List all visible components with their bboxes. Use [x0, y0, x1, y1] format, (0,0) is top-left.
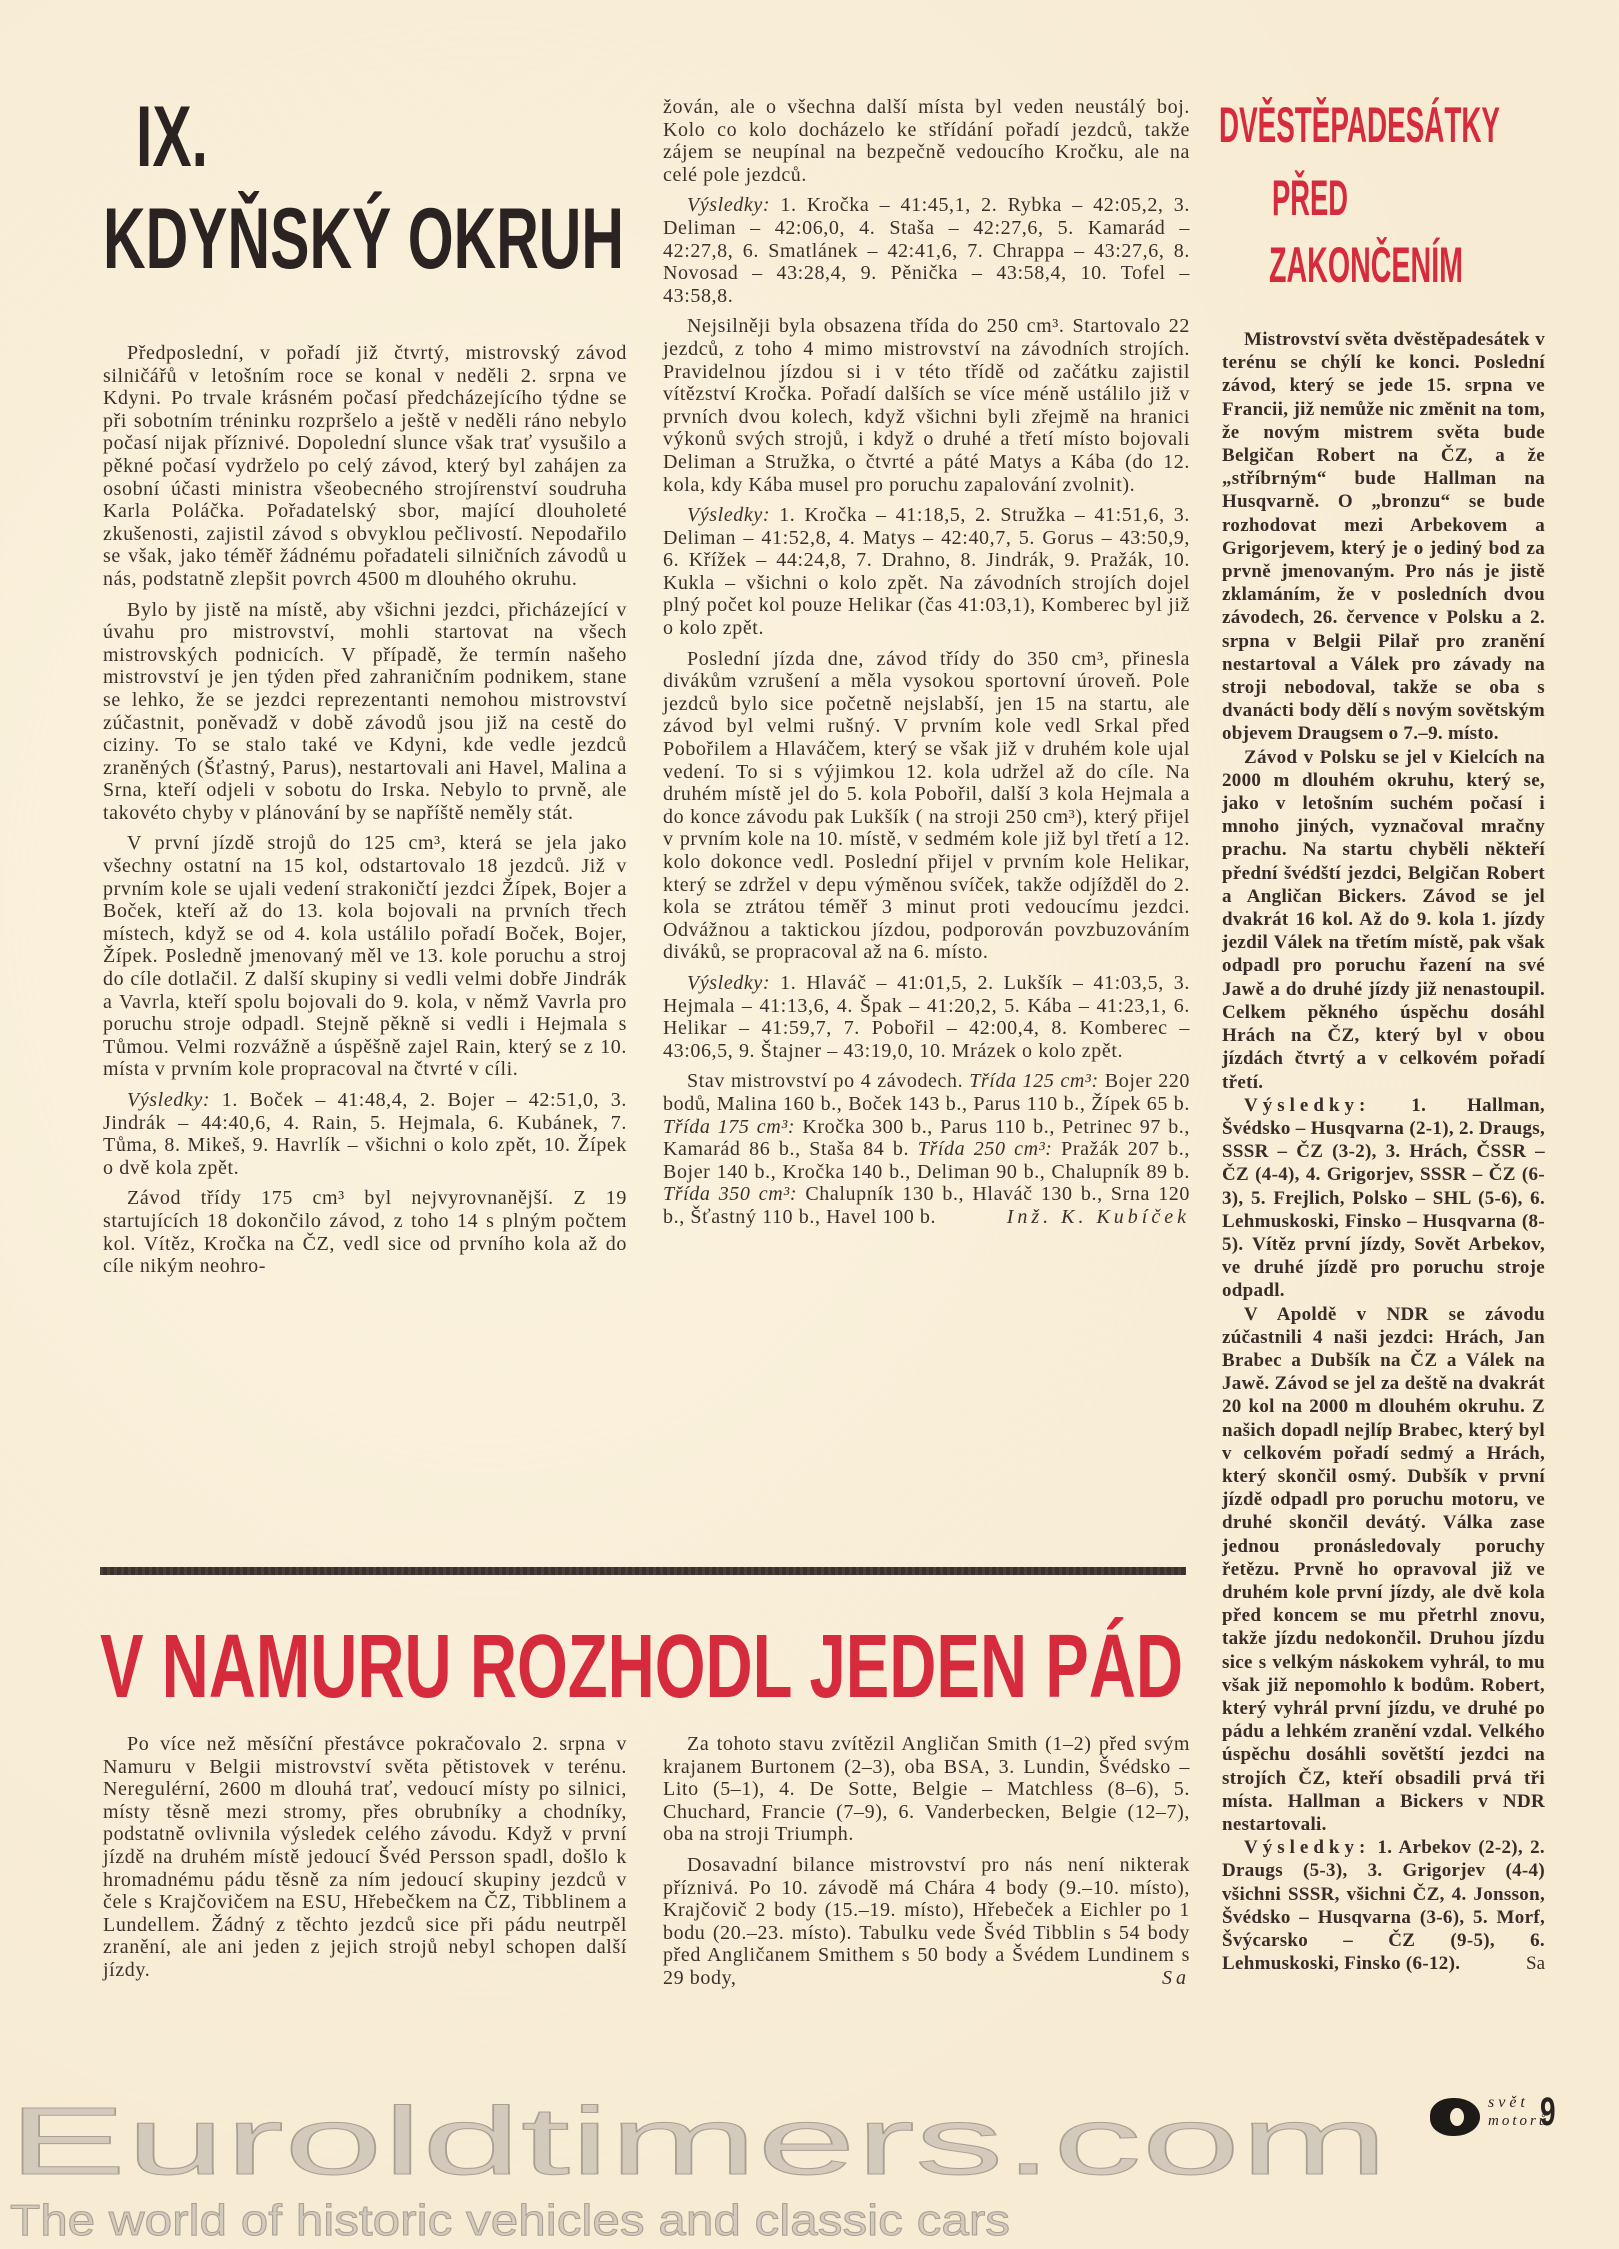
paragraph-text: Stav mistrovství po 4 závodech.: [687, 1070, 970, 1093]
paragraph: [103, 1089, 627, 1179]
paragraph-text: Pražák 207 b., Bojer 140 b., Kročka 140 b., Deliman 90 b., Chalupník 89 b.: [663, 1138, 1190, 1183]
magazine-logo-icon: [1430, 2098, 1480, 2136]
paragraph-text: Bojer 220 bodů, Malina 160 b., Boček 143 b., Parus 110 b., Žípek 65 b.: [663, 1070, 1190, 1115]
article-number-text: IX.: [136, 89, 208, 185]
paragraph-text: Po více než měsíční přestávce pokračovalo 2. srpna v Namuru v Belgii mistrovství světa pětistovek v terénu. Neregulérní, 2600 m dlouhá trať, vedoucí místy po silnici, místy těsně mezi stromy, přes obrubníky a chodníky, podstatně ovlivnila výsledek celého závodu. Když v první jízdě na druhém místě jedoucí Švéd Persson spadl, došlo k hromadnému pádu těsně za ním jedoucí skupiny jezdců v čele s Krajčovičem na ESU, Hřebečkem na ČZ, Tibblinem a Lundellem. Žádný z těchto jezdců sice při pádu neutrpěl zranění, ale ani jeden z jejich strojů nebyl schopen další jízdy.: [103, 1733, 627, 1981]
results-label: Výsledky:: [1244, 1094, 1371, 1116]
results-label: Výsledky:: [687, 194, 771, 217]
class-label: Třída 175 cm³:: [663, 1115, 796, 1138]
paragraph-text: 1. Hlaváč – 41:01,5, 2. Lukšík – 41:03,5, 3. Hejmala – 41:13,6, 4. Špak – 41:20,2, 5. Kába – 41:23,1, 6. Helikar – 41:59,7, 7. Pobořil – 42:00,4, 8. Komberec – 43:06,5, 9. Štajner – 43:19,0, 10. Mrázek o kolo zpět.: [663, 971, 1190, 1062]
logo-word-top: svět: [1488, 2094, 1529, 2111]
paragraph-text: Za tohoto stavu zvítězil Angličan Smith (1–2) před svým krajanem Burtonem (2–3), oba BSA, 3. Lundin, Švédsko – Lito (5–1), 4. De Sotte, Belgie – Matchless (8–6), 5. Chuchard, Francie (7–9), 6. Vanderbecken, Belgie (12–7), oba na stroji Triumph.: [663, 1733, 1190, 1846]
namur-middle-column: [663, 1733, 1190, 1998]
paragraph-text: Poslední jízda dne, závod třídy do 350 cm³, přinesla divákům vzrušení a měla vysokou sportovní úroveň. Pole jezdců bylo sice početně nejslabší, jen 15 na startu, ale závod byl velmi rušný. V prvním kole vedl Srkal před Pobořilem a Hlaváčem, který se však již v druhém kole ujal vedení. To si s výjimkou 12. kola udržel až do cíle. Na druhém místě jel do 5. kola Pobořil, další 3 kola Hejmala a do konce závodu pak Lukšík ( na stroji 250 cm³), který přijel v prvním kole na 10. místě, v sedmém kole již byl třetí a 12. kolo dokonce vedl. Poslední přijel v prvním kole Helikar, který se zdržel v depu výměnou svíček, takže odjížděl do 2. kola se ztrátou téměř 3 minut proti vedoucímu jezdci. Odvážnou a taktickou jízdou, podporován povzbuzováním diváků, se propracoval až na 6. místo.: [663, 647, 1190, 964]
article-title-text: KDYŇSKÝ OKRUH: [103, 191, 624, 287]
paragraph-text: Chalupník 130 b., Hlaváč 130 b., Srna 120 b., Šťastný 110 b., Havel 100 b.: [663, 1183, 1190, 1228]
sidebar-title-line-3: [1269, 237, 1608, 293]
watermark-tagline: [10, 2196, 1011, 2245]
paragraph: [663, 972, 1190, 1062]
paragraph-text: V Apoldě v NDR se závodu zúčastnili 4 naši jezdci: Hrách, Jan Brabec a Dubšík na ČZ a Válek na Jawě. Závod se jel za deště na dvakrát 20 kol na 2000 m dlouhém okruhu. Z našich dopadl nejlíp Brabec, který byl v celkovém pořadí sedmý a Hrách, který skončil osmý. Dubšík v první jízdě odpadl pro poruchu motoru, ve druhé skončil devátý. Válka zase jednou pronásledovaly poruchy řetězu. Prvně ho opravoval již ve druhém kole první jízdy, ale dvě kola před koncem se mu přetrhl znovu, takže jízdu nedokončil. Druhou jízdu sice s velkým náskokem vyhrál, to mu však již nepomohlo k bodům. Robert, který vyhrál první jízdu, ve druhé po pádu a lehkém zranění vzdal. Velkého úspěchu dosáhli sovětští jezdci na strojích ČZ, kteří obsadili prvá tři místa. Hallman a Bickers v NDR nestartovali.: [1222, 1303, 1545, 1835]
paragraph: [103, 599, 627, 825]
paragraph-text: V první jízdě strojů do 125 cm³, která se jela jako všechny ostatní na 15 kol, odstartovalo 18 jezdců. Již v prvním kole se ujali vedení strakoničtí jezdci Žípek, Bojer a Boček, kteří až do 13. kola bojovali na prvních třech místech, když se od 4. kola ustálilo pořadí Boček, Bojer, Žípek. Posledně jmenovaný měl ve 13. kole poruchu a stroj do cíle dotlačil. Z další skupiny si vedli velmi dobře Jindrák a Vavrla, kteří spolu bojovali do 9. kola, v němž Vavrla pro poruchu stroje odpadl. Stejně pěkně si vedli i Hejmala s Tůmou. Velmi rozvážně a úspěšně zajel Rain, který se z 10. místa v prvním kole propracoval na čtvrté v cíli.: [103, 832, 627, 1081]
sidebar-title-line-2: [1272, 170, 1411, 226]
paragraph: [1222, 1836, 1545, 1975]
class-label: Třída 350 cm³:: [663, 1183, 798, 1206]
author-signature: Sa: [1162, 1966, 1190, 1989]
sidebar-title-text: ZAKONČENÍM: [1269, 237, 1463, 293]
paragraph-text: Dosavadní bilance mistrovství pro nás není nikterak příznivá. Po 10. závodě má Chára 4 body (9.–10. místo), Krajčovič 2 body (15.–19. místo), Hřebeček a Eichler po 1 bodu (20.–23. místo). Tabulku vede Švéd Tibblin s 54 body před Angličanem Smithem s 50 body a Švédem Lundinem s 29 body,: [663, 1853, 1190, 1989]
paragraph: [663, 1854, 1190, 1990]
results-label: Výsledky:: [687, 971, 771, 994]
results-label: Výsledky:: [1244, 1837, 1371, 1859]
paragraph: [663, 648, 1190, 964]
paragraph: [103, 832, 627, 1081]
paragraph: [663, 504, 1190, 640]
paragraph-text: 1. Kročka – 41:45,1, 2. Rybka – 42:05,2, 3. Deliman – 42:06,0, 4. Staša – 42:27,6, 5. Kamarád – 42:27,8, 6. Smatlánek – 42:41,6, 7. Chrappa – 43:27,6, 8. Novosad – 43:28,4, 9. Pěnička – 43:58,4, 10. Tofel – 43:58,8.: [663, 194, 1190, 307]
class-label: Třída 250 cm³:: [917, 1138, 1053, 1161]
paragraph: [663, 96, 1190, 186]
namur-headline-text: V NAMURU ROZHODL JEDEN PÁD: [100, 1617, 1183, 1717]
paragraph-text: Závod třídy 175 cm³ byl nejvyrovnanější. Z 19 startujících 18 dokončilo závod, z toho 14 s plným počtem kol. Vítěz, Kročka na ČZ, vedl sice od prvního kola až do cíle nikým neohro-: [103, 1187, 627, 1278]
paragraph-text: 1. Boček – 41:48,4, 2. Bojer – 42:51,0, 3. Jindrák – 44:40,6, 4. Rain, 5. Hejmala, 6. Kubánek, 7. Tůma, 8. Mikeš, 9. Havrlík – všichni o kolo zpět, 10. Žípek o dvě kola zpět.: [103, 1089, 627, 1179]
class-label: Třída 125 cm³:: [969, 1070, 1099, 1093]
results-label: Výsledky:: [687, 504, 771, 527]
paragraph: [663, 194, 1190, 307]
namur-headline: [100, 1617, 1593, 1717]
paragraph-text: žován, ale o všechna další místa byl veden neustálý boj. Kolo co kolo docházelo ke střídání pořadí jezdců, takže zájem se neupínal na bezpečně vedoucího Kročku, ale na celé pole jezdců.: [663, 96, 1190, 186]
sidebar-title-line-1: [1219, 97, 1619, 153]
section-divider: [100, 1567, 1186, 1575]
paragraph-text: Předposlední, v pořadí již čtvrtý, mistrovský závod silničářů v letošním roce se konal v neděli 2. srpna ve Kdyni. Po trvale krásném počasí předcházejícího týdne se při sobotním tréninku rozpršelo a ještě v neděli ráno nebylo počasí nijak příznivé. Dopolední slunce však trať vysušilo a pěkné počasí vydrželo po celý závod, který byl zahájen za osobní účasti ministra všeobecného strojírenství soudruha Karla Poláčka. Pořadatelský sbor, mající dlouholeté zkušenosti, zajistil závod s obvyklou pečlivostí. Nepodařilo se však, jako téměř žádnému pořadateli silničních závodů u nás, podstatně zlepšit povrch 4500 m dlouhého okruhu.: [103, 342, 627, 590]
article-number: [136, 89, 241, 185]
paragraph-text: Bylo by jistě na místě, aby všichni jezdci, přicházející v úvahu pro mistrovství, mohli startovat na všech mistrovských podnicích. V případě, že termín našeho mistrovství je jen týden před zahraničním podnikem, stane se lehko, že se jezdci reprezentanti nemohou mistrovství zúčastnit, poněvadž v době závodů jsou již na cestě do ciziny. To se stalo také ve Kdyni, kde vedle jezdců zraněných (Šťastný, Parus), nestartovali ani Havel, Malina a Srna, kteří odjeli v sobotu do Irska. Nebylo to prvně, ale takovéto chyby v plánování by se napříště neměly stát.: [103, 598, 627, 824]
logo-word-bottom: motorů: [1488, 2113, 1550, 2129]
paragraph-text: 1. Kročka – 41:18,5, 2. Stružka – 41:51,6, 3. Deliman – 41:52,8, 4. Matys – 42:40,7, 5. Gorus – 43:50,9, 6. Křížek – 44:24,8, 7. Drahno, 8. Jindrák, 9. Pražák, 10. Kukla – všichni o kolo zpět. Na závodních strojích dojel plný počet kol pouze Helikar (čas 41:03,1), Komberec byl již o kolo zpět.: [663, 504, 1190, 640]
paragraph: [663, 1070, 1190, 1228]
results-label: Výsledky:: [127, 1089, 211, 1111]
sidebar-title-text: DVĚSTĚPADESÁTKY: [1219, 97, 1500, 153]
author-signature: Inž. K. Kubíček: [1006, 1205, 1190, 1228]
paragraph: [663, 315, 1190, 496]
paragraph-text: 1. Arbekov (2-2), 2. Draugs (5-3), 3. Grigorjev (4-4) všichni SSSR, všichni ČZ, 4. Jonsson, Švédsko – Husqvarna (3-6), 5. Morf, Švýcarsko – ČZ (9-5), 6. Lehmuskoski, Finsko (6-12).: [1222, 1837, 1545, 1975]
page-number: 9: [1540, 2090, 1556, 2134]
paragraph: [1222, 1094, 1545, 1303]
paragraph: [1222, 328, 1545, 746]
sidebar-column: [1222, 328, 1545, 1975]
watermark-text: Euroldtimers.com: [8, 2088, 1388, 2195]
paragraph: [103, 1733, 627, 1982]
paragraph-text: Nejsilněji byla obsazena třída do 250 cm³. Startovalo 22 jezdců, z toho 4 mimo mistrovství na závodních strojích. Pravidelnou jízdou si i v této třídě od začátku zajistil vítězství Kročka. Pořadí dalších se více méně ustálilo již v prvních dvou kolech, když všichni byli zřejmě na hranici výkonů svých strojů, i když o druhé a třetí místo bojovali Deliman a Stružka, o čtvrté a páté Matys a Kába (do 12. kola, kdy Kába musel pro poruchu zapalování zvolnit).: [663, 315, 1190, 496]
paragraph: [1222, 1303, 1545, 1837]
paragraph: [103, 1187, 627, 1277]
paragraph: [663, 1733, 1190, 1846]
paragraph-text: Závod v Polsku se jel v Kielcích na 2000 m dlouhém okruhu, který se, jako v letošním suchém počasí i mnoho jiných, vyznačoval mračny prachu. Na startu chyběli někteří přední švédští jezdci, Belgičan Robert a Angličan Bickers. Závod se jel dvakrát 16 kol. Až do 9. kola 1. jízdy jezdil Válek na třetím místě, pak však odpadl pro poruchu řazení na své Jawě a do druhé jízdy již nenastoupil. Celkem pěkného úspěchu dosáhl Hrách na ČZ, který byl v obou jízdách čtvrtý a v celkovém pořadí třetí.: [1222, 746, 1545, 1093]
paragraph: [103, 342, 627, 591]
sidebar-title-text: PŘED: [1272, 170, 1348, 226]
author-signature: Sa: [1526, 1953, 1545, 1975]
namur-left-column: [103, 1733, 627, 1990]
kdyne-middle-column: [663, 96, 1190, 1237]
paragraph-text: 1. Hallman, Švédsko – Husqvarna (2-1), 2. Draugs, SSSR – ČZ (3-2), 3. Hrách, ČSSR – ČZ (4-4), 4. Grigorjev, SSSR – ČZ (6-3), 5. Frejlich, Polsko – SHL (5-6), 6. Lehmuskoski, Finsko – Husqvarna (8-5). Vítěz první jízdy, Sovět Arbekov, ve druhé jízdě pro poruchu stroje odpadl.: [1222, 1094, 1545, 1302]
paragraph-text: Kročka 300 b., Parus 110 b., Petrinec 97 b., Kamarád 86 b., Staša 84 b.: [663, 1115, 1190, 1161]
kdyne-left-column: [103, 342, 627, 1286]
watermark-tagline-text: The world of historic vehicles and classic cars: [10, 2196, 1011, 2245]
watermark: [8, 2088, 1388, 2195]
paragraph-text: Mistrovství světa dvěstěpadesátek v terénu se chýlí ke konci. Poslední závod, který se jede 15. srpna ve Francii, již nemůže nic změnit na tom, že novým mistrem světa bude Belgičan Robert na ČZ, a že „stříbrným“ bude Hallman na Husqvarně. O „bronzu“ se bude rozhodovat mezi Arbekovem a Grigorjevem, který je o jediný bod za prvně jmenovaným. Pro nás je jistě zklamáním, že v posledních dvou závodech, 26. července v Polsku a 2. srpna v Belgii Pilař pro zranění nestartoval a Válek pro závady na stroji nebodoval, takže se oba s dvanácti body dělí s novým sovětským objevem Draugsem o 7.–9. místo.: [1222, 329, 1545, 745]
paragraph: [1222, 746, 1545, 1094]
